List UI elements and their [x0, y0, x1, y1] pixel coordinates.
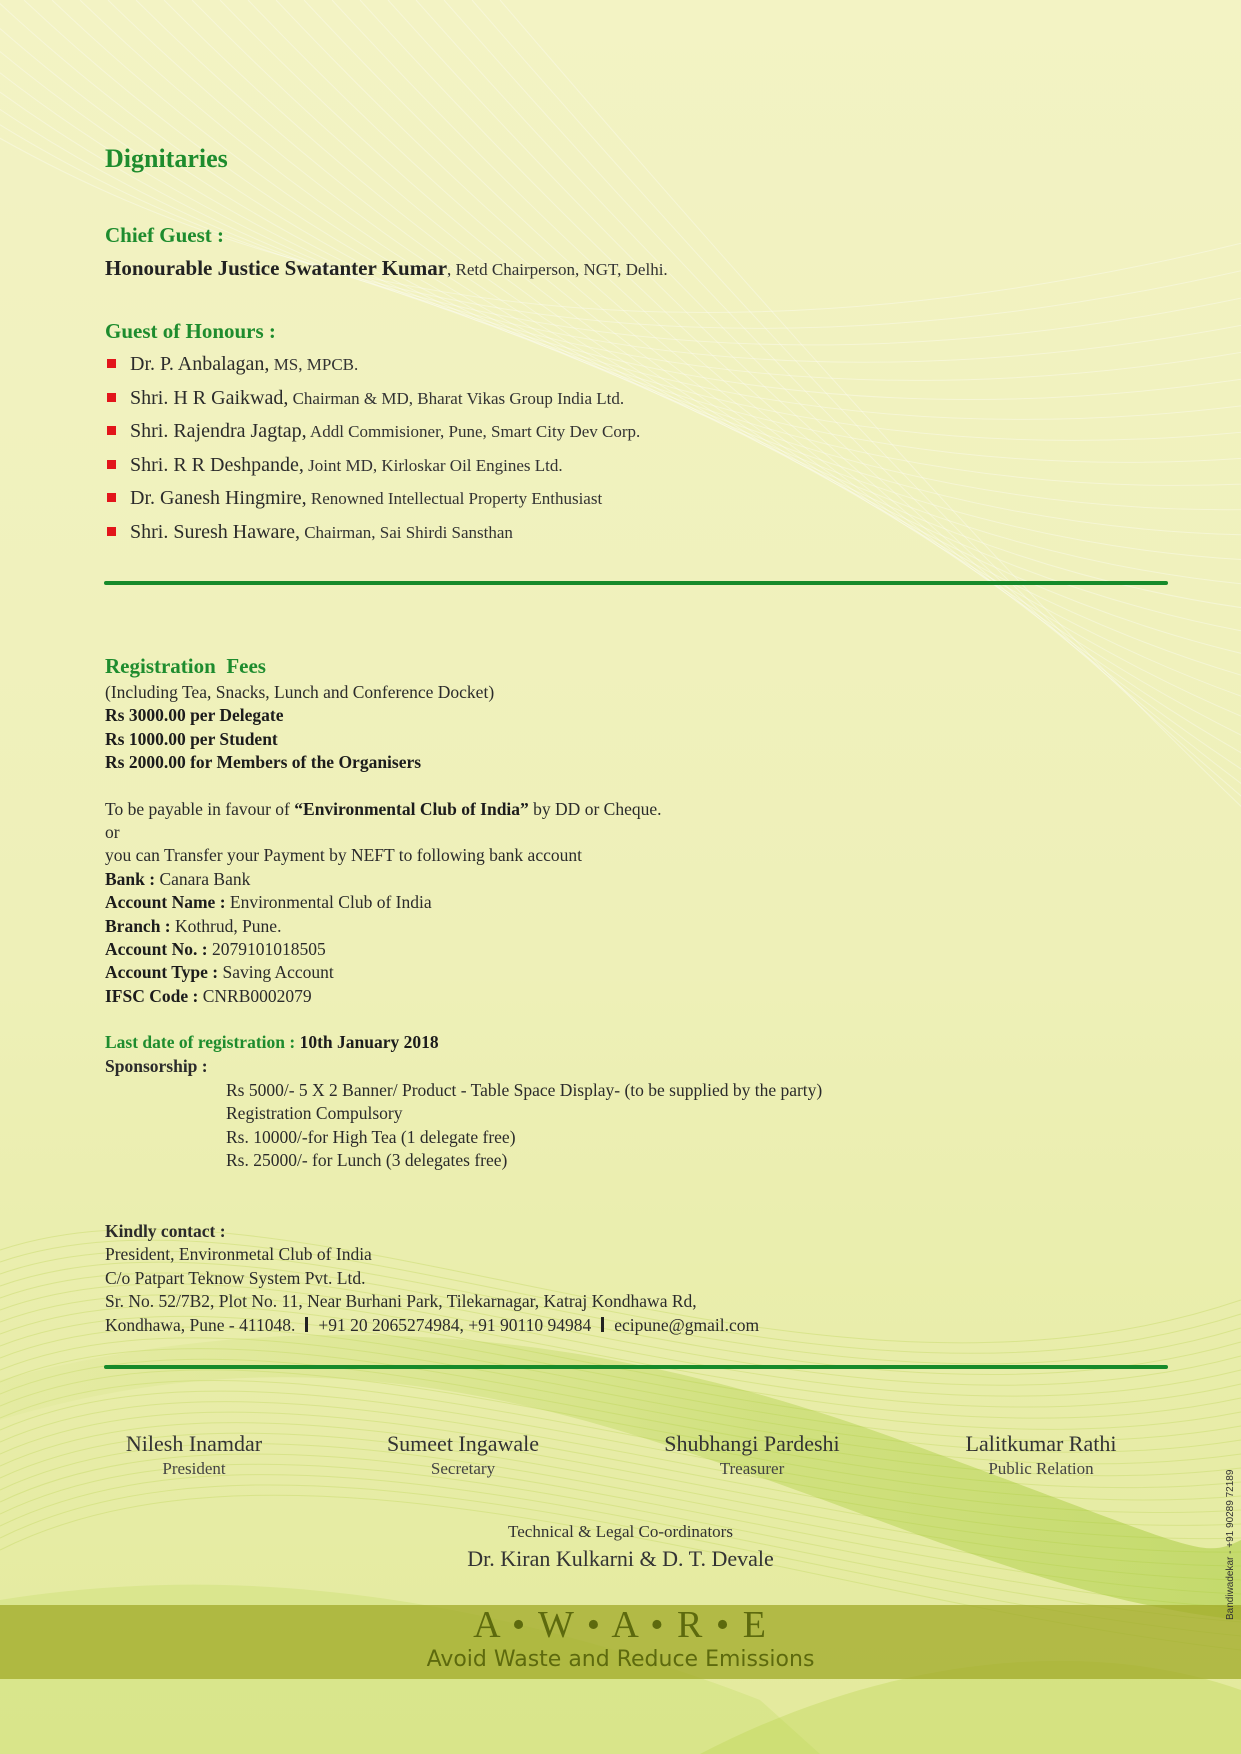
account-number-label: Account No. : — [105, 939, 208, 960]
account-type-value: Saving Account — [218, 962, 334, 983]
officer-secretary — [333, 1430, 593, 1480]
payable-pre: To be payable in favour of — [105, 798, 295, 819]
officer-role: Secretary — [430, 1459, 496, 1478]
guest-desc: Chairman & MD, Bharat Vikas Group India Ltd. — [288, 388, 625, 408]
chief-guest-line — [105, 256, 668, 281]
account-name-label: Account Name : — [105, 892, 226, 913]
list-item — [105, 482, 640, 516]
coordinators-label: Technical & Legal Co-ordinators — [508, 1522, 733, 1541]
payee-name: “Environmental Club of India” — [294, 798, 529, 819]
bullet-icon — [107, 359, 116, 368]
payable-line — [105, 798, 661, 821]
bank-line — [105, 868, 661, 891]
registration-includes: (Including Tea, Snacks, Lunch and Conference Docket) — [105, 682, 495, 702]
bullet-icon — [107, 426, 116, 435]
bullet-icon — [107, 393, 116, 402]
guest-name: Dr. P. Anbalagan, — [130, 353, 270, 375]
branch-label: Branch : — [105, 915, 171, 936]
last-date-line — [105, 1031, 661, 1054]
branch-line — [105, 915, 661, 938]
bullet-icon — [107, 527, 116, 536]
officer-role: Treasurer — [719, 1459, 785, 1478]
brand-logo: A • W • A • R • E — [473, 1604, 768, 1646]
transfer-line: you can Transfer your Payment by NEFT to following bank account — [105, 845, 582, 866]
divider — [104, 1365, 1168, 1369]
guest-name: Shri. H R Gaikwad, — [130, 386, 289, 409]
contact-address: Kondhawa, Pune - 411048. — [105, 1314, 296, 1335]
sponsorship-label: Sponsorship : — [105, 1055, 208, 1076]
ifsc-value: CNRB0002079 — [198, 985, 312, 1006]
payable-post: by DD or Cheque. — [528, 798, 662, 819]
list-item — [105, 415, 640, 449]
guest-name: Shri. R R Deshpande, — [130, 453, 304, 476]
registration-block — [105, 681, 661, 1078]
guest-desc: Chairman, Sai Shirdi Sansthan — [299, 522, 513, 542]
sponsorship-list — [226, 1079, 822, 1173]
registration-heading: Registration Fees — [105, 654, 266, 678]
list-item — [105, 382, 640, 416]
ifsc-label: IFSC Code : — [105, 985, 199, 1006]
last-date-value: 10th January 2018 — [295, 1032, 439, 1053]
fee-line: Rs 1000.00 per Student — [105, 728, 278, 749]
separator — [305, 1317, 308, 1332]
bank-value: Canara Bank — [155, 868, 251, 889]
bullet-icon — [107, 460, 116, 469]
list-item — [105, 449, 640, 483]
guest-name: Shri. Suresh Haware, — [130, 520, 300, 543]
chief-guest-desc: , Retd Chairperson, NGT, Delhi. — [447, 260, 668, 279]
ifsc-line — [105, 985, 661, 1008]
account-type-label: Account Type : — [105, 962, 219, 983]
officer-role: Public Relation — [988, 1459, 1094, 1478]
or-line: or — [105, 822, 120, 843]
account-name-line — [105, 891, 661, 914]
guest-desc: Addl Commisioner, Pune, Smart City Dev Corp. — [306, 422, 641, 442]
guest-desc: Joint MD, Kirloskar Oil Engines Ltd. — [303, 455, 563, 475]
officer-treasurer — [622, 1430, 882, 1480]
coordinators-names: Dr. Kiran Kulkarni & D. T. Devale — [467, 1546, 774, 1571]
sponsorship-item: Rs. 10000/-for High Tea (1 delegate free) — [226, 1126, 516, 1147]
last-date-label: Last date of registration : — [105, 1032, 296, 1053]
officer-name: Lalitkumar Rathi — [965, 1431, 1117, 1456]
chief-guest-heading: Chief Guest : — [105, 223, 224, 247]
separator — [601, 1317, 604, 1332]
branch-value: Kothrud, Pune. — [170, 915, 282, 936]
account-name-value: Environmental Club of India — [225, 892, 432, 913]
officer-name: Sumeet Ingawale — [386, 1431, 540, 1456]
sponsorship-item: Rs 5000/- 5 X 2 Banner/ Product - Table Space Display- (to be supplied by the party) — [226, 1080, 823, 1100]
guest-desc: Renowned Intellectual Property Enthusiast — [306, 489, 603, 509]
officer-name: Nilesh Inamdar — [125, 1431, 263, 1456]
designer-credit: Bandiwadekar - +91 90289 72189 — [1225, 1469, 1236, 1620]
section-title-dignitaries: Dignitaries — [105, 144, 228, 173]
guest-desc: MS, MPCB. — [269, 355, 359, 374]
bank-label: Bank : — [105, 868, 156, 889]
coordinators — [0, 1520, 1241, 1574]
divider — [104, 581, 1168, 585]
officer-name: Shubhangi Pardeshi — [664, 1431, 840, 1456]
officer-president — [64, 1430, 324, 1480]
guest-name: Shri. Rajendra Jagtap, — [130, 420, 307, 443]
contact-line: C/o Patpart Teknow System Pvt. Ltd. — [105, 1267, 366, 1288]
sponsorship-item: Rs. 25000/- for Lunch (3 delegates free) — [226, 1150, 508, 1171]
contact-line — [105, 1314, 759, 1337]
list-item — [105, 348, 640, 382]
bullet-icon — [107, 493, 116, 502]
contact-line: Sr. No. 52/7B2, Plot No. 11, Near Burhani Park, Tilekarnagar, Katraj Kondhawa Rd, — [105, 1291, 697, 1312]
guest-list — [105, 348, 640, 550]
contact-label: Kindly contact : — [105, 1221, 226, 1241]
officer-role: President — [162, 1459, 226, 1478]
account-number-line — [105, 938, 661, 961]
chief-guest-name: Honourable Justice Swatanter Kumar — [105, 256, 448, 280]
contact-line: President, Environmetal Club of India — [105, 1244, 372, 1265]
fee-line: Rs 2000.00 for Members of the Organisers — [105, 752, 422, 773]
fee-line: Rs 3000.00 per Delegate — [105, 705, 284, 726]
account-type-line — [105, 961, 661, 984]
contact-phones[interactable]: +91 20 2065274984, +91 90110 94984 — [318, 1314, 592, 1335]
guest-of-honours-heading: Guest of Honours : — [105, 319, 276, 343]
list-item — [105, 516, 640, 550]
contact-email[interactable]: ecipune@gmail.com — [614, 1314, 760, 1335]
brand-tagline: Avoid Waste and Reduce Emissions — [426, 1647, 815, 1672]
account-number-value: 2079101018505 — [207, 939, 326, 960]
officer-public-relation — [911, 1430, 1171, 1480]
contact-block — [105, 1220, 759, 1337]
sponsorship-item: Registration Compulsory — [226, 1103, 403, 1124]
guest-name: Dr. Ganesh Hingmire, — [130, 487, 307, 510]
